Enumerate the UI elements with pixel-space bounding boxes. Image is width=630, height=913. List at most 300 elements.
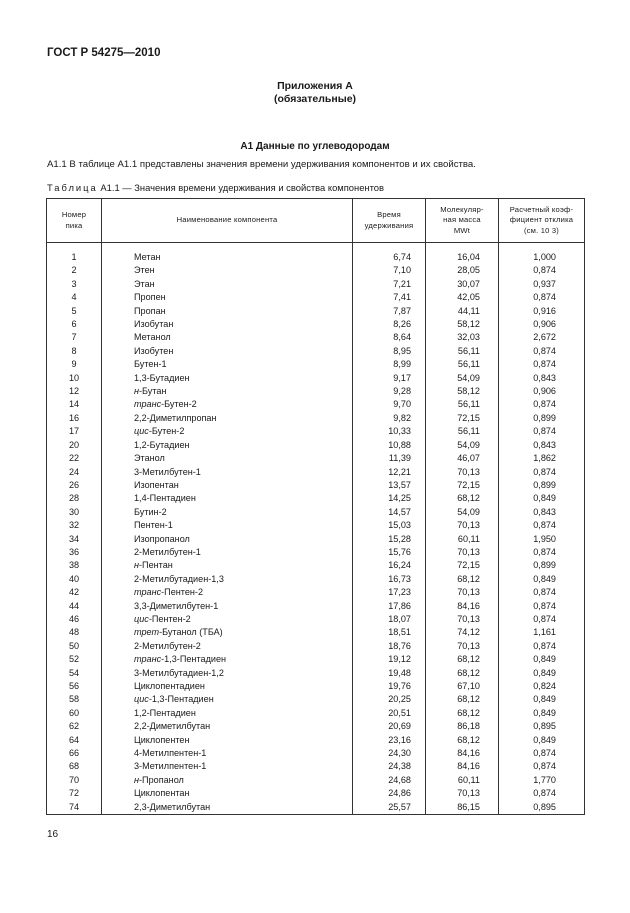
cell-retention-time: 15,28	[353, 533, 426, 546]
table-row	[47, 586, 585, 599]
cell-retention-time: 18,76	[353, 640, 426, 653]
page-number: 16	[47, 829, 59, 840]
cell-retention-time: 14,25	[353, 492, 426, 505]
table-row	[47, 251, 585, 264]
cell-molecular-mass: 70,13	[426, 640, 499, 653]
cell-molecular-mass: 68,12	[426, 667, 499, 680]
cell-molecular-mass: 68,12	[426, 492, 499, 505]
table-header-row	[47, 199, 585, 243]
cell-response-factor: 0,874	[499, 358, 585, 371]
cell-response-factor: 0,874	[499, 345, 585, 358]
cell-component-name	[102, 506, 353, 519]
cell-response-factor: 0,874	[499, 747, 585, 760]
component-name-text: 3-Метилпентен-1	[134, 761, 207, 772]
cell-retention-time: 7,87	[353, 305, 426, 318]
cell-molecular-mass: 68,12	[426, 573, 499, 586]
component-name-text: -Бутен-2	[161, 399, 197, 410]
cell-retention-time: 7,10	[353, 264, 426, 277]
cell-component-name	[102, 331, 353, 344]
cell-response-factor: 0,843	[499, 439, 585, 452]
cell-component-name	[102, 680, 353, 693]
table-row	[47, 345, 585, 358]
cell-component-name	[102, 559, 353, 572]
cell-component-name	[102, 345, 353, 358]
component-name-prefix: цис	[134, 694, 149, 705]
component-name-text: 2-Метилбутадиен-1,3	[134, 573, 224, 584]
cell-response-factor: 1,950	[499, 533, 585, 546]
cell-component-name	[102, 787, 353, 800]
cell-peak-number: 2	[47, 264, 102, 277]
cell-peak-number: 38	[47, 559, 102, 572]
cell-molecular-mass: 56,11	[426, 425, 499, 438]
cell-component-name	[102, 734, 353, 747]
cell-component-name	[102, 653, 353, 666]
cell-component-name	[102, 774, 353, 787]
cell-peak-number: 58	[47, 693, 102, 706]
cell-response-factor: 0,874	[499, 640, 585, 653]
table-row	[47, 452, 585, 465]
cell-retention-time: 9,70	[353, 398, 426, 411]
cell-peak-number: 74	[47, 801, 102, 815]
cell-retention-time: 24,30	[353, 747, 426, 760]
component-name-prefix: н	[134, 774, 140, 785]
cell-retention-time: 9,28	[353, 385, 426, 398]
appendix-subtitle: (обязательные)	[273, 93, 357, 105]
cell-peak-number: 56	[47, 680, 102, 693]
cell-retention-time: 9,17	[353, 372, 426, 385]
cell-response-factor: 2,672	[499, 331, 585, 344]
table-row	[47, 573, 585, 586]
cell-peak-number: 70	[47, 774, 102, 787]
component-name-prefix: цис	[134, 613, 149, 624]
cell-peak-number: 6	[47, 318, 102, 331]
cell-response-factor: 0,874	[499, 466, 585, 479]
cell-retention-time: 24,68	[353, 774, 426, 787]
cell-retention-time: 8,64	[353, 331, 426, 344]
cell-component-name	[102, 626, 353, 639]
table-row	[47, 264, 585, 277]
component-name-text: Изобутен	[134, 345, 174, 356]
table-body	[47, 243, 585, 815]
component-name-text: Этанол	[134, 453, 165, 464]
cell-response-factor: 0,874	[499, 787, 585, 800]
cell-response-factor: 0,874	[499, 613, 585, 626]
table-row	[47, 466, 585, 479]
component-name-text: Циклопентен	[134, 734, 190, 745]
cell-retention-time: 14,57	[353, 506, 426, 519]
cell-component-name	[102, 466, 353, 479]
cell-response-factor: 0,874	[499, 586, 585, 599]
cell-component-name	[102, 372, 353, 385]
cell-response-factor: 0,874	[499, 760, 585, 773]
header-retention-time: Время удерживания	[353, 199, 426, 243]
cell-retention-time: 8,95	[353, 345, 426, 358]
cell-retention-time: 6,74	[353, 251, 426, 264]
cell-response-factor: 0,916	[499, 305, 585, 318]
cell-peak-number: 5	[47, 305, 102, 318]
cell-response-factor: 1,000	[499, 251, 585, 264]
table-row	[47, 358, 585, 371]
table-row	[47, 385, 585, 398]
cell-molecular-mass: 70,13	[426, 466, 499, 479]
component-name-text: -1,3-Пентадиен	[148, 694, 214, 705]
component-name-text: -Бутанол (ТБА)	[159, 627, 223, 638]
cell-molecular-mass: 70,13	[426, 586, 499, 599]
cell-molecular-mass: 42,05	[426, 291, 499, 304]
component-name-text: 1,3-Бутадиен	[134, 372, 190, 383]
cell-molecular-mass: 54,09	[426, 506, 499, 519]
cell-response-factor: 0,899	[499, 479, 585, 492]
cell-molecular-mass: 46,07	[426, 452, 499, 465]
component-name-text: -1,3-Пентадиен	[161, 654, 227, 665]
cell-response-factor: 0,849	[499, 693, 585, 706]
component-name-text: Циклопентадиен	[134, 681, 205, 691]
cell-response-factor: 0,906	[499, 318, 585, 331]
table-row	[47, 734, 585, 747]
cell-response-factor: 0,843	[499, 372, 585, 385]
cell-response-factor: 0,937	[499, 278, 585, 291]
cell-molecular-mass: 86,15	[426, 801, 499, 815]
component-name-text: 2,2-Диметилпропан	[134, 412, 217, 423]
component-name-text: Этен	[134, 265, 155, 276]
cell-component-name	[102, 720, 353, 733]
appendix-heading	[0, 80, 630, 106]
cell-molecular-mass: 68,12	[426, 693, 499, 706]
component-name-text: -Бутен-2	[148, 426, 185, 437]
table-row	[47, 425, 585, 438]
cell-component-name	[102, 425, 353, 438]
table-row	[47, 331, 585, 344]
components-table	[46, 198, 585, 815]
cell-response-factor: 0,895	[499, 801, 585, 815]
cell-response-factor: 0,849	[499, 667, 585, 680]
cell-component-name	[102, 385, 353, 398]
table-row	[47, 787, 585, 800]
table-row	[47, 318, 585, 331]
cell-retention-time: 19,48	[353, 667, 426, 680]
cell-peak-number: 10	[47, 372, 102, 385]
cell-response-factor: 0,843	[499, 506, 585, 519]
cell-response-factor: 0,874	[499, 546, 585, 559]
cell-peak-number: 48	[47, 626, 102, 639]
table-row	[47, 398, 585, 411]
component-name-text: 1,2-Пентадиен	[134, 707, 196, 718]
cell-response-factor: 0,849	[499, 492, 585, 505]
cell-molecular-mass: 56,11	[426, 398, 499, 411]
component-name-prefix: транс	[134, 399, 162, 410]
cell-retention-time: 7,21	[353, 278, 426, 291]
cell-retention-time: 12,21	[353, 466, 426, 479]
table-row	[47, 720, 585, 733]
cell-retention-time: 19,12	[353, 653, 426, 666]
cell-component-name	[102, 747, 353, 760]
cell-retention-time: 17,23	[353, 586, 426, 599]
cell-peak-number: 32	[47, 519, 102, 532]
cell-retention-time: 7,41	[353, 291, 426, 304]
cell-retention-time: 11,39	[353, 452, 426, 465]
component-name-prefix: н	[134, 560, 140, 571]
component-name-text: 2,2-Диметилбутан	[134, 721, 211, 732]
cell-molecular-mass: 54,09	[426, 439, 499, 452]
cell-peak-number: 12	[47, 385, 102, 398]
cell-retention-time: 8,99	[353, 358, 426, 371]
cell-molecular-mass: 44,11	[426, 305, 499, 318]
cell-response-factor: 1,862	[499, 452, 585, 465]
cell-peak-number: 40	[47, 573, 102, 586]
cell-response-factor: 0,899	[499, 412, 585, 425]
cell-retention-time: 23,16	[353, 734, 426, 747]
cell-molecular-mass: 72,15	[426, 479, 499, 492]
cell-retention-time: 20,25	[353, 693, 426, 706]
cell-response-factor: 1,770	[499, 774, 585, 787]
cell-peak-number: 26	[47, 479, 102, 492]
cell-molecular-mass: 72,15	[426, 559, 499, 572]
table-row	[47, 479, 585, 492]
cell-molecular-mass: 84,16	[426, 747, 499, 760]
component-name-text: Циклопентан	[134, 788, 190, 799]
cell-molecular-mass: 54,09	[426, 372, 499, 385]
table-caption	[47, 182, 384, 193]
cell-molecular-mass: 60,11	[426, 774, 499, 787]
table-row	[47, 546, 585, 559]
cell-molecular-mass: 32,03	[426, 331, 499, 344]
component-name-text: -Пентан	[139, 560, 173, 571]
cell-peak-number: 1	[47, 251, 102, 264]
cell-response-factor: 0,849	[499, 573, 585, 586]
cell-component-name	[102, 546, 353, 559]
cell-component-name	[102, 278, 353, 291]
cell-retention-time: 20,51	[353, 707, 426, 720]
component-name-text: 2,3-Диметилбутан	[134, 801, 211, 812]
component-name-prefix: цис	[134, 426, 149, 437]
cell-peak-number: 3	[47, 278, 102, 291]
header-response-factor: Расчетный коэф- фициент отклика (см. 10 3)	[499, 199, 585, 243]
cell-molecular-mass: 68,12	[426, 734, 499, 747]
component-name-prefix: транс	[134, 587, 162, 598]
cell-retention-time: 25,57	[353, 801, 426, 815]
table-row	[47, 519, 585, 532]
cell-component-name	[102, 586, 353, 599]
cell-response-factor: 0,849	[499, 707, 585, 720]
cell-molecular-mass: 68,12	[426, 653, 499, 666]
table-spacer-row	[47, 243, 585, 252]
cell-peak-number: 66	[47, 747, 102, 760]
component-name-text: Метан	[134, 252, 161, 262]
cell-component-name	[102, 600, 353, 613]
table-row	[47, 533, 585, 546]
cell-response-factor: 0,874	[499, 264, 585, 277]
component-name-text: 1,2-Бутадиен	[134, 439, 190, 450]
cell-component-name	[102, 613, 353, 626]
component-name-text: Пропен	[134, 292, 166, 303]
cell-molecular-mass: 68,12	[426, 707, 499, 720]
cell-component-name	[102, 707, 353, 720]
component-name-text: Изобутан	[134, 319, 174, 330]
cell-retention-time: 20,69	[353, 720, 426, 733]
cell-component-name	[102, 412, 353, 425]
table-row	[47, 653, 585, 666]
cell-molecular-mass: 70,13	[426, 546, 499, 559]
component-name-text: Бутин-2	[134, 506, 167, 517]
cell-molecular-mass: 30,07	[426, 278, 499, 291]
cell-molecular-mass: 86,18	[426, 720, 499, 733]
cell-peak-number: 14	[47, 398, 102, 411]
table-row	[47, 278, 585, 291]
cell-response-factor: 0,906	[499, 385, 585, 398]
header-peak-number: Номер пика	[47, 199, 102, 243]
component-name-text: 3,3-Диметилбутен-1	[134, 600, 219, 611]
cell-molecular-mass: 56,11	[426, 345, 499, 358]
table-row	[47, 707, 585, 720]
cell-component-name	[102, 640, 353, 653]
table-row	[47, 760, 585, 773]
cell-response-factor: 0,895	[499, 720, 585, 733]
cell-peak-number: 68	[47, 760, 102, 773]
document-code: ГОСТ Р 54275—2010	[47, 47, 161, 59]
cell-component-name	[102, 533, 353, 546]
table-row	[47, 801, 585, 815]
cell-molecular-mass: 56,11	[426, 358, 499, 371]
cell-peak-number: 62	[47, 720, 102, 733]
cell-peak-number: 20	[47, 439, 102, 452]
cell-component-name	[102, 305, 353, 318]
component-name-text: -Бутан	[139, 386, 167, 397]
table-row	[47, 747, 585, 760]
cell-retention-time: 16,73	[353, 573, 426, 586]
component-name-text: Изопентан	[134, 479, 179, 490]
cell-retention-time: 16,24	[353, 559, 426, 572]
cell-molecular-mass: 58,12	[426, 385, 499, 398]
component-name-text: 3-Метилбутадиен-1,2	[134, 667, 224, 678]
component-name-text: Пентен-1	[134, 520, 173, 531]
cell-component-name	[102, 801, 353, 815]
cell-retention-time: 15,76	[353, 546, 426, 559]
cell-peak-number: 34	[47, 533, 102, 546]
table-row	[47, 372, 585, 385]
cell-molecular-mass: 28,05	[426, 264, 499, 277]
cell-retention-time: 24,86	[353, 787, 426, 800]
cell-molecular-mass: 70,13	[426, 519, 499, 532]
cell-component-name	[102, 492, 353, 505]
cell-peak-number: 44	[47, 600, 102, 613]
cell-peak-number: 42	[47, 586, 102, 599]
section-intro: А1.1 В таблице А1.1 представлены значения времени удерживания компонентов и их свойства.	[47, 159, 476, 170]
cell-component-name	[102, 398, 353, 411]
cell-molecular-mass: 84,16	[426, 760, 499, 773]
table-row	[47, 693, 585, 706]
cell-peak-number: 4	[47, 291, 102, 304]
cell-component-name	[102, 693, 353, 706]
table-row	[47, 667, 585, 680]
cell-peak-number: 64	[47, 734, 102, 747]
cell-retention-time: 8,26	[353, 318, 426, 331]
cell-response-factor: 0,899	[499, 559, 585, 572]
cell-peak-number: 17	[47, 425, 102, 438]
cell-molecular-mass: 67,10	[426, 680, 499, 693]
cell-component-name	[102, 439, 353, 452]
cell-retention-time: 10,88	[353, 439, 426, 452]
component-name-prefix: н	[134, 386, 140, 397]
component-name-text: -Пропанол	[139, 774, 184, 785]
component-name-text: 3-Метилбутен-1	[134, 466, 201, 477]
cell-retention-time: 19,76	[353, 680, 426, 693]
cell-retention-time: 24,38	[353, 760, 426, 773]
table-row	[47, 305, 585, 318]
cell-molecular-mass: 60,11	[426, 533, 499, 546]
cell-molecular-mass: 58,12	[426, 318, 499, 331]
cell-component-name	[102, 318, 353, 331]
cell-molecular-mass: 74,12	[426, 626, 499, 639]
cell-peak-number: 7	[47, 331, 102, 344]
cell-peak-number: 60	[47, 707, 102, 720]
cell-response-factor: 0,874	[499, 291, 585, 304]
cell-response-factor: 0,849	[499, 653, 585, 666]
table-row	[47, 613, 585, 626]
cell-response-factor: 0,824	[499, 680, 585, 693]
cell-peak-number: 72	[47, 787, 102, 800]
cell-peak-number: 16	[47, 412, 102, 425]
cell-response-factor: 0,874	[499, 519, 585, 532]
cell-retention-time: 18,07	[353, 613, 426, 626]
cell-retention-time: 15,03	[353, 519, 426, 532]
component-name-text: -Пентен-2	[161, 587, 204, 598]
table-caption-text: А1.1 — Значения времени удерживания и свойства компонентов	[97, 182, 384, 193]
cell-molecular-mass: 16,04	[426, 251, 499, 264]
cell-retention-time: 18,51	[353, 626, 426, 639]
cell-molecular-mass: 70,13	[426, 613, 499, 626]
table-row	[47, 680, 585, 693]
component-name-text: 4-Метилпентен-1	[134, 748, 207, 759]
table-row	[47, 492, 585, 505]
component-name-text: Пропан	[134, 305, 166, 316]
cell-retention-time: 10,33	[353, 425, 426, 438]
cell-molecular-mass: 84,16	[426, 600, 499, 613]
cell-component-name	[102, 667, 353, 680]
cell-response-factor: 0,874	[499, 398, 585, 411]
component-name-text: 2-Метилбутен-2	[134, 640, 201, 651]
table-row	[47, 291, 585, 304]
cell-response-factor: 0,874	[499, 425, 585, 438]
table-row	[47, 506, 585, 519]
cell-peak-number: 54	[47, 667, 102, 680]
cell-peak-number: 8	[47, 345, 102, 358]
table-row	[47, 626, 585, 639]
cell-component-name	[102, 291, 353, 304]
header-molecular-mass: Молекуляр- ная масса MWt	[426, 199, 499, 243]
cell-response-factor: 1,161	[499, 626, 585, 639]
cell-peak-number: 52	[47, 653, 102, 666]
cell-peak-number: 46	[47, 613, 102, 626]
component-name-text: 1,4-Пентадиен	[134, 493, 196, 504]
cell-retention-time: 13,57	[353, 479, 426, 492]
cell-response-factor: 0,874	[499, 600, 585, 613]
table-caption-prefix: Таблица	[47, 182, 98, 193]
component-name-text: Изопропанол	[134, 533, 190, 544]
cell-peak-number: 50	[47, 640, 102, 653]
cell-molecular-mass: 70,13	[426, 787, 499, 800]
component-name-text: 2-Метилбутен-1	[134, 546, 201, 557]
cell-component-name	[102, 358, 353, 371]
table-row	[47, 640, 585, 653]
cell-component-name	[102, 519, 353, 532]
cell-peak-number: 28	[47, 492, 102, 505]
table-row	[47, 774, 585, 787]
cell-component-name	[102, 760, 353, 773]
cell-peak-number: 9	[47, 358, 102, 371]
cell-component-name	[102, 479, 353, 492]
component-name-text: -Пентен-2	[148, 613, 191, 624]
cell-retention-time: 9,82	[353, 412, 426, 425]
